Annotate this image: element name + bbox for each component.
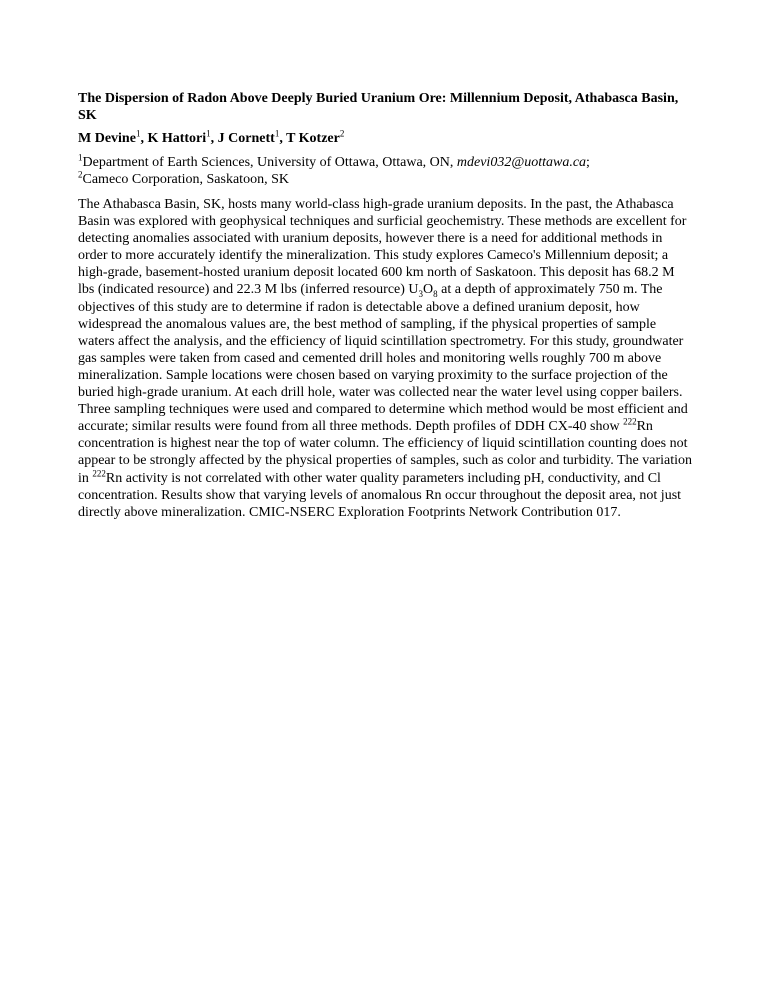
affiliation-punct: ; bbox=[586, 155, 590, 170]
affiliation-marker: 1 bbox=[135, 128, 141, 139]
author-name: M Devine bbox=[78, 131, 136, 146]
affiliation-marker: 1 bbox=[206, 128, 211, 139]
affiliation-text: Cameco Corporation, Saskatoon, SK bbox=[82, 172, 289, 187]
affiliation-marker: 1 bbox=[78, 152, 83, 163]
affiliation-1 bbox=[78, 154, 694, 171]
affiliation-2 bbox=[78, 171, 694, 188]
affiliations bbox=[78, 154, 694, 188]
abstract-text: Rn concentration is highest near the top of water column. The efficiency of liquid scintillation counting does not appear to be strongly affected by the physical properties of samples, such as color and turbidity. The variation in bbox=[78, 419, 693, 486]
abstract-text: at a depth of approximately 750 m. The objectives of this study are to determine if radon is detectable above a defined uranium deposit, how widespread the anomalous values are, the best method of sampling, if the physical properties of sample waters affect the analysis, and the efficiency of liquid scintillation spectrometry. For this study, groundwater gas samples were taken from cased and cemented drill holes and monitoring wells roughly 700 m above mineralization. Sample locations were chosen based on varying proximity to the surface projection of the buried high-grade uranium. At each drill hole, water was collected near the water level using copper bailers. Three sampling techniques were used and compared to determine which method would be most efficient and accurate; similar results were found from all three methods. Depth profiles of DDH CX-40 show bbox=[78, 282, 688, 435]
abstract-body bbox=[78, 196, 694, 521]
author-separator: , bbox=[140, 131, 148, 146]
abstract-text: O bbox=[423, 282, 434, 298]
abstract-text: The Athabasca Basin, SK, hosts many world-class high-grade uranium deposits. In the past, the Athabasca Basin was explored with geophysical techniques and surficial geochemistry. These methods are excellent for detecting anomalies associated with uranium deposits, however there is a need for additional methods in order to more accurately identify the mineralization. This study explores Cameco's Millennium deposit; a high-grade, basement-hosted uranium deposit located 600 km north of Saskatoon. This deposit has 68.2 M lbs (indicated resource) and 22.3 M lbs (inferred resource) U bbox=[78, 197, 687, 298]
superscript: 222 bbox=[92, 467, 106, 478]
affiliation-marker: 1 bbox=[274, 128, 280, 139]
abstract-title: The Dispersion of Radon Above Deeply Buried Uranium Ore: Millennium Deposit, Athabasca Basin, SK bbox=[78, 91, 679, 123]
author-separator: , bbox=[210, 131, 218, 146]
email-link[interactable]: mdevi032@uottawa.ca bbox=[456, 155, 587, 170]
superscript: 222 bbox=[623, 416, 637, 427]
document-page bbox=[78, 90, 694, 521]
author-name: T Kotzer bbox=[286, 131, 340, 146]
author-separator: , bbox=[279, 131, 287, 146]
subscript: 3 bbox=[418, 289, 424, 300]
author-list bbox=[78, 130, 694, 147]
author-name: J Cornett bbox=[217, 131, 275, 146]
affiliation-marker: 2 bbox=[339, 128, 345, 139]
author-name: K Hattori bbox=[147, 131, 207, 146]
affiliation-marker: 2 bbox=[78, 169, 83, 180]
affiliation-text: Department of Earth Sciences, University of Ottawa, Ottawa, ON, bbox=[82, 155, 457, 170]
abstract-text: Rn activity is not correlated with other water quality parameters including pH, conductivity, and Cl concentration. Results show that varying levels of anomalous Rn occur throughout the deposit area, not just directly above mineralization. CMIC-NSERC Exploration Footprints Network Contribution 017. bbox=[78, 470, 682, 520]
subscript: 8 bbox=[433, 289, 438, 300]
